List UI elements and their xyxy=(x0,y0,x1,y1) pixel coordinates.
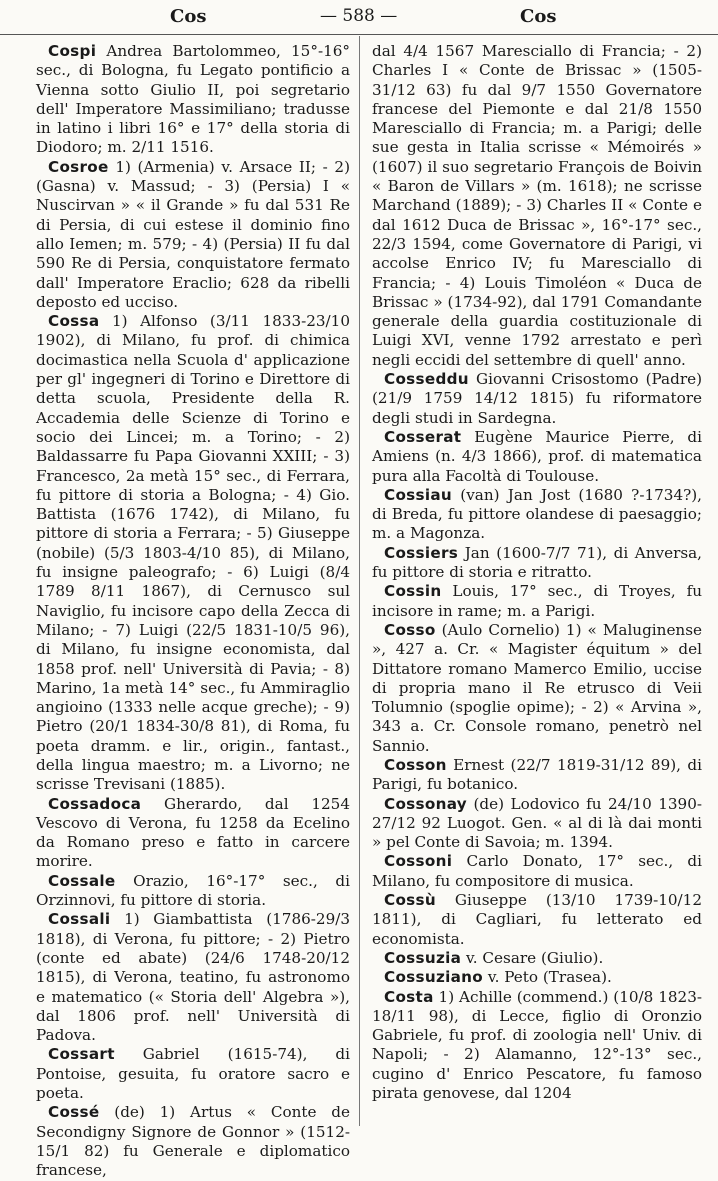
entry-headword: Cosson xyxy=(384,755,447,774)
entry-headword: Cossuziano xyxy=(384,968,484,987)
entry-headword: Cossart xyxy=(48,1045,115,1064)
entry-headword: Cossonay xyxy=(384,794,467,813)
page-header xyxy=(0,0,718,35)
dictionary-entry xyxy=(372,428,702,486)
entry-text: (de) 1) Artus « Conte de Secondigny Signore de Gonnor » (1512-15/1 82) fu Generale e diplomatico francese, xyxy=(36,1103,350,1180)
entry-headword: Cossiau xyxy=(384,485,453,504)
dictionary-entry xyxy=(372,795,702,853)
dictionary-entry xyxy=(372,891,702,949)
dictionary-entry xyxy=(36,158,350,312)
dictionary-entry xyxy=(36,795,350,872)
entry-headword: Cosseddu xyxy=(384,370,469,389)
entry-text: dal 4/4 1567 Maresciallo di Francia; - 2) Charles I « Conte de Brissac » (1505-31/12 63) fu dal 9/7 1550 Governatore francese del Piemonte e dal 21/8 1550 Maresciallo di Francia; m. a Parigi; delle sue gesta in Italia scrisse « Mémoirés » (1607) il suo segretario François de Boivin « Baron de Villars » (m. 1618); ne scrisse Marchand (1889); - 3) Charles II « Conte e dal 1612 Duca de Brissac », 16°-17° sec., 22/3 1594, come Governatore di Parigi, vi accolse Enrico IV; fu Maresciallo di Francia; - 4) Louis Timoléon « Duca de Brissac » (1734-92), dal 1791 Comandante generale della guardia costituzionale di Luigi XVI, venne 1792 arrestato e perì negli eccidi del settembre di quell' anno. xyxy=(372,42,702,369)
column-divider xyxy=(359,36,360,1126)
entry-headword: Cossale xyxy=(48,871,116,890)
entry-headword: Cossin xyxy=(384,582,442,601)
dictionary-entry xyxy=(36,910,350,1045)
entry-headword: Costa xyxy=(384,987,434,1006)
entry-headword: Cossiers xyxy=(384,543,459,562)
entry-text: 1) Alfonso (3/11 1833-23/10 1902), di Milano, fu prof. di chimica docimastica nella Scuola d' applicazione per gl' ingegneri di Torino e Direttore di detta scuola, Presidente della R. Accademia delle Scienze di Torino e socio dei Lincei; m. a Torino; - 2) Baldassarre fu Papa Giovanni XXIII; - 3) Francesco, 2a metà 15° sec., di Ferrara, fu pittore di storia a Bologna; - 4) Gio. Battista (1676 1742), di Milano, fu pittore di storia a Ferrara; - 5) Giuseppe (nobile) (5/3 1803-4/10 85), di Milano, fu insigne paleografo; - 6) Luigi (8/4 1789 8/11 1867), di Cernusco sul Naviglio, fu incisore capo della Zecca di Milano; - 7) Luigi (22/5 1831-10/5 96), di Milano, fu insigne economista, dal 1858 prof. nell' Università di Pavia; - 8) Marino, 1a metà 14° sec., fu Ammiraglio angioino (1333 nelle acque greche); - 9) Pietro (20/1 1834-30/8 81), di Roma, fu poeta dramm. e lir., origin., fantast., della lingua maestro; m. a Livorno; ne scrisse Trevisani (1885). xyxy=(36,312,351,794)
entry-text: 1) (Armenia) v. Arsace II; - 2) (Gasna) v. Massud; - 3) (Persia) I « Nuscirvan » « il Grande » fu dal 531 Re di Persia, di cui estese il dominio fino allo Iemen; m. 579; - 4) (Persia) II fu dal 590 Re di Persia, conquistatore fermato dall' Imperatore Eraclio; 628 da ribelli deposto ed ucciso. xyxy=(36,157,350,311)
page-number: — 588 — xyxy=(320,6,398,26)
entry-headword: Cossuzia xyxy=(384,948,462,967)
entry-text: Gabriel (1615-74), di Pontoise, gesuita, fu oratore sacro e poeta. xyxy=(36,1045,350,1103)
entry-headword: Cossù xyxy=(384,891,436,910)
entry-headword: Cossoni xyxy=(384,852,453,871)
entry-headword: Cosso xyxy=(384,620,436,639)
entry-text: Giovanni Crisostomo (Padre) (21/9 1759 14/12 1815) fu riformatore degli studi in Sardegna. xyxy=(372,370,702,427)
entry-text: Ernest (22/7 1819-31/12 89), di Parigi, fu botanico. xyxy=(372,755,702,794)
dictionary-entry xyxy=(372,968,702,987)
entry-text: (de) Lodovico fu 24/10 1390-27/12 92 Luogot. Gen. « al di là dai monti » pel Conte di Savoia; m. 1394. xyxy=(372,794,702,852)
entry-text: Carlo Donato, 17° sec., di Milano, fu compositore di musica. xyxy=(372,852,702,890)
dictionary-entry xyxy=(36,312,350,794)
dictionary-entry xyxy=(36,42,350,158)
entry-headword: Cosserat xyxy=(384,427,462,446)
header-left-word: Cos xyxy=(170,6,207,27)
entry-headword: Cossé xyxy=(48,1103,100,1122)
entry-headword: Cossa xyxy=(48,312,100,331)
dictionary-entry xyxy=(372,582,702,621)
dictionary-entry xyxy=(372,486,702,544)
dictionary-entry xyxy=(372,370,702,428)
left-column xyxy=(36,42,350,1181)
entry-text: Eugène Maurice Pierre, di Amiens (n. 4/3 1866), prof. di matematica pura alla Facoltà di Toulouse. xyxy=(372,427,702,485)
dictionary-entry xyxy=(372,544,702,583)
entry-text: Orazio, 16°-17° sec., di Orzinnovi, fu pittore di storia. xyxy=(36,871,351,910)
dictionary-entry xyxy=(372,42,702,370)
entry-headword: Cosroe xyxy=(48,157,109,176)
entry-text: 1) Giambattista (1786-29/3 1818), di Verona, fu pittore; - 2) Pietro (conte ed abate) (24/6 1748-20/12 1815), di Verona, teatino, fu astronomo e matematico (« Storia dell' Algebra »), dal 1806 prof. nell' Università di Padova. xyxy=(36,910,351,1045)
header-right-word: Cos xyxy=(520,6,557,27)
dictionary-entry xyxy=(372,621,702,756)
entry-headword: Cossali xyxy=(48,910,111,929)
entry-text: v. Cesare (Giulio). xyxy=(466,948,604,967)
dictionary-entry xyxy=(372,988,702,1104)
entry-text: Giuseppe (13/10 1739-10/12 1811), di Cagliari, fu letterato ed economista. xyxy=(372,891,703,948)
dictionary-entry xyxy=(372,756,702,795)
entry-text: Andrea Bartolommeo, 15°-16° sec., di Bologna, fu Legato pontificio a Vienna sotto Giulio II, poi segretario dell' Imperatore Massimiliano; tradusse in latino i libri 16° e 17° della storia di Diodoro; m. 2/11 1516. xyxy=(36,42,350,157)
entry-text: Jan (1600-7/7 71), di Anversa, fu pittore di storia e ritratto. xyxy=(372,543,703,582)
entry-text: (Aulo Cornelio) 1) « Maluginense », 427 a. Cr. « Magister équitum » del Dittatore romano Mamerco Emilio, uccise di propria mano il Re etrusco di Veii Tolumnio (spoglie opime); - 2) « Arvina », 343 a. Cr. Console romano, penetrò nel Sannio. xyxy=(372,620,702,755)
entry-text: 1) Achille (commend.) (10/8 1823-18/11 98), di Lecce, figlio di Oronzio Gabriele, fu prof. di zoologia nell' Univ. di Napoli; - 2) Alamanno, 12°-13° sec., cugino d' Enrico Pescatore, fu famoso pirata genovese, dal 1204 xyxy=(372,987,702,1103)
dictionary-entry xyxy=(36,872,350,911)
entry-text: Louis, 17° sec., di Troyes, fu incisore in rame; m. a Parigi. xyxy=(372,582,703,620)
right-column xyxy=(372,42,702,1103)
entry-text: Gherardo, dal 1254 Vescovo di Verona, fu 1258 da Ecelino da Romano preso e fatto in carcere morire. xyxy=(36,794,350,871)
dictionary-entry xyxy=(36,1103,350,1180)
entry-headword: Cossadoca xyxy=(48,794,142,813)
entry-text: (van) Jan Jost (1680 ?-1734?), di Breda, fu pittore olandese di paesaggio; m. a Magonza. xyxy=(372,485,702,543)
entry-text: v. Peto (Trasea). xyxy=(487,968,612,987)
entry-headword: Cospi xyxy=(48,42,97,60)
dictionary-entry xyxy=(372,949,702,968)
dictionary-entry xyxy=(372,852,702,891)
dictionary-entry xyxy=(36,1045,350,1103)
